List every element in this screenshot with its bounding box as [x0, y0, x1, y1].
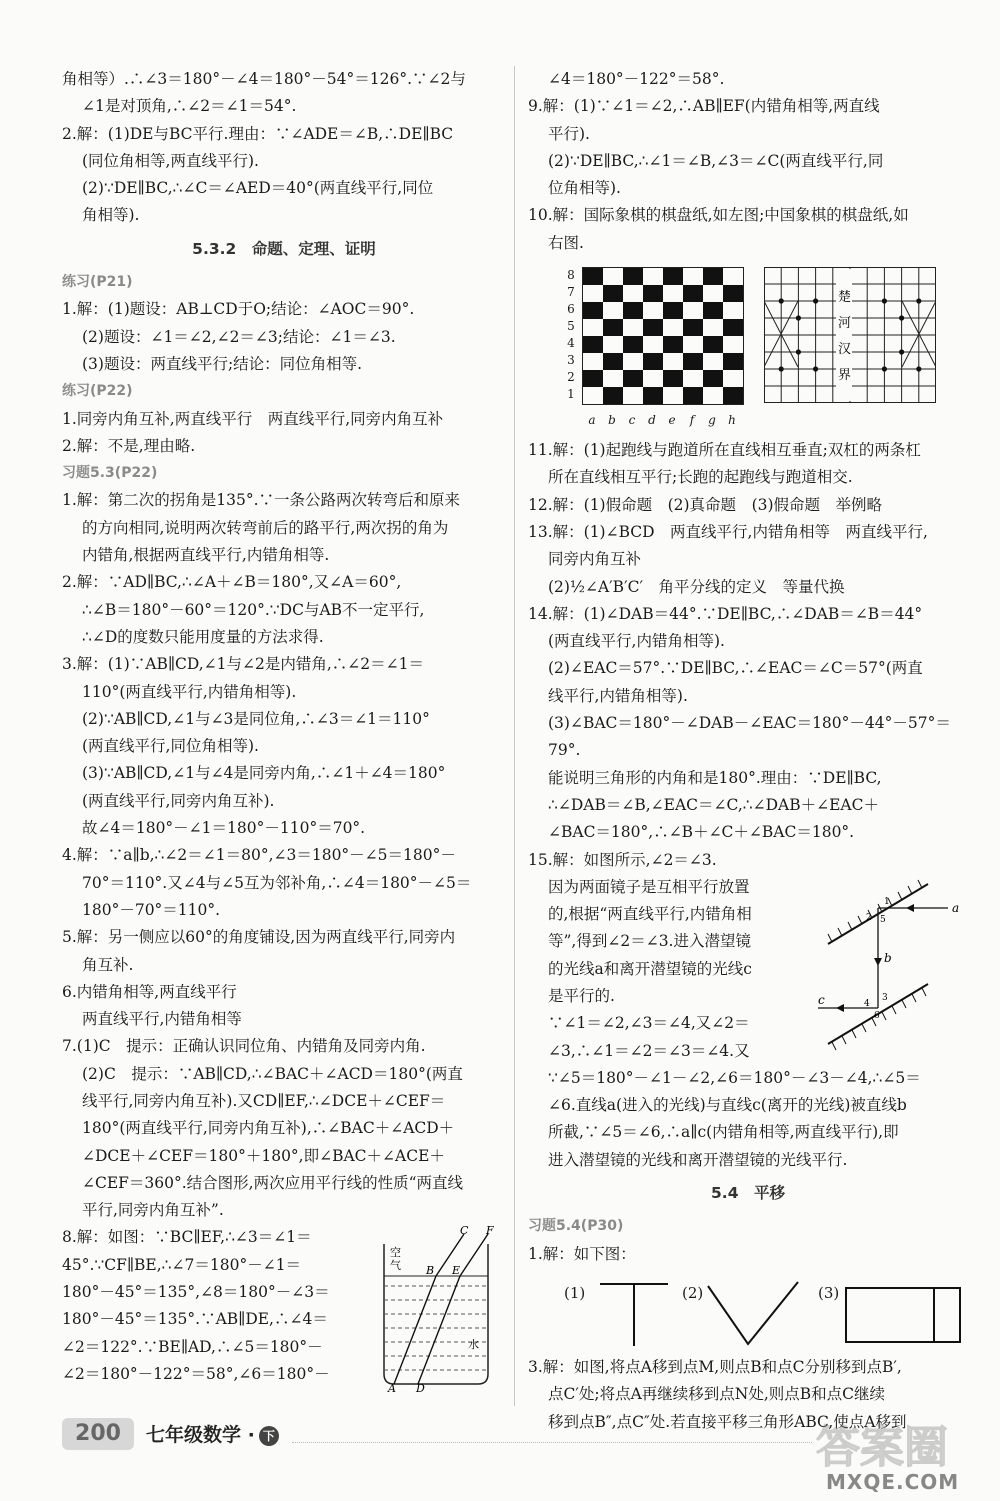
q8-text-line: 180°－45°＝135°,∠8＝180°－∠3＝: [62, 1283, 330, 1302]
chess-square: [623, 268, 643, 285]
beaker-figure: [376, 1224, 506, 1392]
rank-label: 8: [567, 268, 575, 283]
volume-badge: 下: [259, 1426, 279, 1446]
file-label: b: [608, 413, 616, 428]
fig8-label-f: F: [486, 1224, 494, 1238]
left-text-line: 平行,同旁内角互补”.: [82, 1201, 224, 1220]
rank-label: 6: [567, 302, 575, 317]
left-text-line: 练习(P21): [62, 274, 133, 291]
chess-square: [663, 370, 683, 387]
file-label: a: [588, 413, 596, 428]
xq-dot: [882, 298, 887, 303]
fig8-label-c: C: [460, 1224, 469, 1238]
river-char-3: 汉: [838, 342, 852, 358]
left-text-line: 习题5.3(P22): [62, 465, 158, 482]
xq-dot: [779, 366, 784, 371]
left-text-line: 6.内错角相等,两直线平行: [62, 982, 237, 1001]
fig8-label-a: A: [388, 1382, 396, 1393]
watermark-logo-text: 答案圈: [816, 1422, 948, 1473]
chess-square: [643, 285, 663, 302]
right-text-line: ∠4＝180°－122°＝58°.: [548, 70, 725, 88]
chess-square: [723, 353, 743, 370]
right-text-line: 1.解：如下图：: [528, 1244, 636, 1263]
right-text-line: (3)∠BAC＝180°－∠DAB－∠EAC＝180°－44°－57°＝79°.: [548, 714, 951, 760]
left-text-line: 角互补.: [82, 955, 134, 974]
left-text-line: (3)题设：两直线平行;结论：同位角相等.: [82, 354, 363, 373]
rank-label: 1: [567, 387, 575, 402]
chess-square: [623, 302, 643, 319]
right-text-line: 所在直线相互平行;长跑的起跑线与跑道相交.: [548, 468, 853, 487]
book-title-text: 七年级数学 ·: [146, 1424, 255, 1446]
periscope-angle-4: 4: [864, 998, 870, 1009]
periscope-angle-3: 3: [882, 992, 888, 1003]
q8-block: [62, 1224, 506, 1392]
right-text-line: 3.解：如图,将点A移到点M,则点B和点C分别移到点B′,: [528, 1357, 902, 1376]
right-text-line: ∠6.直线a(进入的光线)与直线c(离开的光线)被直线b: [548, 1096, 907, 1115]
chess-square: [603, 319, 623, 336]
chess-square: [663, 268, 683, 285]
right-column: [528, 66, 968, 1436]
fig8-label-b: B: [426, 1264, 435, 1278]
periscope-angle-5: 5: [880, 914, 886, 925]
chess-boards: [564, 263, 968, 433]
chess-square: [663, 302, 683, 319]
left-text-line: 110°(两直线平行,内错角相等).: [82, 682, 297, 701]
right-text-line: (2)∠EAC＝57°.∵DE∥BC,∴∠EAC＝∠C＝57°(两直: [548, 659, 923, 678]
file-label: f: [689, 413, 695, 428]
chess-square: [683, 387, 703, 404]
xq-dot: [813, 366, 818, 371]
left-text-line: 角相等).: [82, 206, 140, 225]
right-text-line: 11.解：(1)起跑线与跑道所在直线相互垂直;双杠的两条杠: [528, 441, 921, 460]
q8-text-line: 180°－45°＝135°.∵AB∥DE,∴∠4＝: [62, 1310, 328, 1329]
right-text-line: 同旁内角互补: [548, 550, 642, 569]
chess-square: [683, 285, 703, 302]
left-text-line: (3)∵AB∥CD,∠1与∠4是同旁内角,∴∠1＋∠4＝180°: [82, 764, 446, 783]
book-title: [146, 1420, 279, 1447]
q8-text-line: 45°.∵CF∥BE,∴∠7＝180°－∠1＝: [62, 1255, 302, 1274]
left-text-line: 角相等）.∴∠3＝180°－∠4＝180°－54°＝126°.∵∠2与: [62, 70, 466, 88]
left-text-line: (2)题设：∠1＝∠2,∠2＝∠3;结论：∠1＝∠3.: [82, 327, 396, 346]
file-label: e: [668, 413, 676, 428]
left-text-line: 线平行,同旁内角互补).又CD∥EF,∴∠DCE＋∠CEF＝: [82, 1091, 446, 1110]
left-text-line: 的方向相同,说明两次转弯前后的路平行,两次拐的角为: [82, 518, 449, 537]
chess-square: [683, 353, 703, 370]
q15-block: [528, 874, 968, 1065]
fig8-label-e: E: [452, 1264, 461, 1278]
xq-dot: [779, 298, 784, 303]
periscope-angle-2: 2: [866, 912, 872, 923]
periscope-angle-6: 6: [874, 1010, 880, 1021]
chess-square: [643, 353, 663, 370]
shape-label-1: (1): [564, 1283, 586, 1302]
right-text-line: 13.解：(1)∠BCD 两直线平行,内错角相等 两直线平行,: [528, 522, 928, 541]
left-text-line: 1.解：第二次的拐角是135°.∵一条公路两次转弯后和原来: [62, 491, 461, 510]
chess-square: [583, 268, 603, 285]
left-text-line: 180°－70°＝110°.: [82, 900, 221, 919]
rank-label: 7: [567, 285, 575, 300]
chess-square: [583, 302, 603, 319]
page-number: 200: [62, 1418, 134, 1450]
right-text-line: 14.解：(1)∠DAB＝44°.∵DE∥BC,∴∠DAB＝∠B＝44°: [528, 604, 923, 623]
left-text-line: ∴∠D的度数只能用度量的方法求得.: [82, 627, 324, 646]
chess-square: [723, 285, 743, 302]
right-text-line: 所截,∵∠5＝∠6,∴a∥c(内错角相等,两直线平行),即: [548, 1123, 899, 1142]
left-text-line: (2)∵DE∥BC,∴∠C＝∠AED＝40°(两直线平行,同位: [82, 179, 434, 198]
chess-square: [643, 387, 663, 404]
file-label: h: [728, 413, 736, 428]
left-text-line: (2)∵AB∥CD,∠1与∠3是同位角,∴∠3＝∠1＝110°: [82, 709, 430, 728]
right-text-line: 10.解：国际象棋的棋盘纸,如左图;中国象棋的棋盘纸,如: [528, 206, 909, 225]
footer-rule: [292, 1442, 812, 1443]
left-text-line: 4.解：∵a∥b,∴∠2＝∠1＝80°,∠3＝180°－∠5＝180°－: [62, 846, 456, 865]
chess-square: [603, 353, 623, 370]
q15-text-line: ∠3,∴∠1＝∠2＝∠3＝∠4.又: [548, 1041, 750, 1060]
xq-dot: [899, 315, 904, 320]
left-text-line: 3.解：(1)∵AB∥CD,∠1与∠2是内错角,∴∠2＝∠1＝: [62, 655, 424, 674]
left-text-line: (两直线平行,同位角相等).: [82, 737, 259, 756]
fig8-label-air2: 气: [390, 1259, 401, 1273]
xq-dot: [796, 315, 801, 320]
shape-drawings: [528, 1272, 968, 1350]
left-text-line: 70°＝110°.又∠4与∠5互为邻补角,∴∠4＝180°－∠5＝: [82, 873, 472, 892]
chess-square: [663, 336, 683, 353]
q15-text-line: 的,根据“两直线平行,内错角相: [548, 905, 752, 924]
left-text-line: 内错角,根据两直线平行,内错角相等.: [82, 546, 330, 565]
fig8-label-d: D: [416, 1382, 425, 1393]
left-text-line: 5.解：另一侧应以60°的角度铺设,因为两直线平行,同旁内: [62, 928, 456, 947]
rank-label: 5: [567, 319, 575, 334]
left-column: [62, 66, 506, 1392]
right-text-line: 线平行,内错角相等).: [548, 686, 688, 705]
left-text-line: (两直线平行,同旁内角互补).: [82, 791, 275, 810]
left-text-line: 故∠4＝180°－∠1＝180°－110°＝70°.: [82, 819, 366, 838]
right-text-line: 平行).: [548, 124, 590, 143]
left-text-line: 180°(两直线平行,同旁内角互补),∴∠BAC＋∠ACD＋: [82, 1119, 455, 1138]
right-text-line: 12.解：(1)假命题 (2)真命题 (3)假命题 举例略: [528, 495, 883, 514]
left-text-line: ∠CEF＝360°.结合图形,两次应用平行线的性质“两直线: [82, 1173, 464, 1192]
chess-square: [723, 387, 743, 404]
left-text-line: (2)C 提示：∵AB∥CD,∴∠BAC＋∠ACD＝180°(两直: [82, 1064, 463, 1083]
right-text-line: 移到点B″,点C″处.若直接平移三角形ABC,使点A移到: [548, 1412, 907, 1431]
q8-text-line: ∠2＝180°－122°＝58°,∠6＝180°－: [62, 1364, 330, 1383]
q15-text-line: ∵∠1＝∠2,∠3＝∠4,又∠2＝: [548, 1014, 750, 1033]
xq-dot: [796, 349, 801, 354]
chess-square: [683, 319, 703, 336]
xq-dot: [899, 349, 904, 354]
left-text-line: (同位角相等,两直线平行).: [82, 151, 259, 170]
fig8-label-air1: 空: [390, 1246, 401, 1260]
right-text-line: (2)½∠A′B′C′ 角平分线的定义 等量代换: [548, 577, 845, 596]
q15-text-line: 等”,得到∠2＝∠3.进入潜望镜: [548, 932, 751, 951]
right-text-line: (2)∵DE∥BC,∴∠1＝∠B,∠3＝∠C(两直线平行,同: [548, 151, 884, 170]
right-text-line: 位角相等).: [548, 179, 621, 198]
periscope-ray-a: a: [952, 900, 960, 915]
q8-text-line: ∠2＝122°.∵BE∥AD,∴∠5＝180°－: [62, 1337, 323, 1356]
right-text-line: 进入潜望镜的光线和离开潜望镜的光线平行.: [548, 1150, 848, 1169]
xq-dot: [882, 366, 887, 371]
xq-dot: [916, 298, 921, 303]
file-label: g: [708, 413, 716, 428]
left-text-line: 2.解：∵AD∥BC,∴∠A＋∠B＝180°,又∠A＝60°,: [62, 573, 402, 592]
xiangqi-board: [764, 267, 936, 403]
right-text-line: ∴∠DAB＝∠B,∠EAC＝∠C,∴∠DAB＋∠EAC＋: [548, 795, 879, 814]
q8-text-line: 8.解：如图：∵BC∥EF,∴∠3＝∠1＝: [62, 1228, 312, 1247]
right-text-line: 能说明三角形的内角和是180°.理由：∵DE∥BC,: [548, 768, 882, 787]
chess-square: [623, 370, 643, 387]
file-label: c: [628, 413, 636, 428]
periscope-figure: [818, 874, 968, 1064]
shape-label-3: (3): [818, 1283, 840, 1302]
chess-square: [703, 302, 723, 319]
q15-text-line: 的光线a和离开潜望镜的光线c: [548, 959, 752, 978]
left-text-line: 1.解：(1)题设：AB⊥CD于O;结论：∠AOC＝90°.: [62, 300, 415, 319]
left-text-line: 2.解：不是,理由略.: [62, 436, 196, 455]
periscope-ray-c: c: [818, 992, 825, 1007]
chess-square: [623, 336, 643, 353]
left-text-line: 练习(P22): [62, 383, 133, 400]
river-char-4: 界: [838, 368, 852, 384]
chess-square: [703, 336, 723, 353]
left-text-line: 5.3.2 命题、定理、证明: [192, 239, 376, 258]
left-text-line: ∴∠B＝180°－60°＝120°.∵DC与AB不一定平行,: [82, 600, 425, 619]
river-char-1: 楚: [838, 290, 852, 306]
river-char-2: 河: [838, 316, 852, 332]
rank-label: 2: [567, 370, 575, 385]
international-chessboard: [582, 267, 744, 405]
right-text-line: ∵∠5＝180°－∠1－∠2,∠6＝180°－∠3－∠4,∴∠5＝: [548, 1068, 921, 1087]
chess-square: [603, 285, 623, 302]
shape-label-2: (2): [682, 1283, 704, 1302]
chess-square: [603, 387, 623, 404]
left-text-line: 7.(1)C 提示：正确认识同位角、内错角及同旁内角.: [62, 1037, 426, 1056]
file-label: d: [648, 413, 656, 428]
left-text-line: ∠1是对顶角,∴∠2＝∠1＝54°.: [82, 97, 297, 116]
fig8-label-water: 水: [468, 1338, 479, 1352]
periscope-angle-1: 1: [884, 896, 890, 907]
right-text-line: 15.解：如图所示,∠2＝∠3.: [528, 850, 717, 869]
chess-square: [643, 319, 663, 336]
periscope-ray-b: b: [884, 950, 892, 965]
right-text-line: 习题5.4(P30): [528, 1218, 624, 1235]
right-text-line: (两直线平行,内错角相等).: [548, 632, 725, 651]
right-text-line: 9.解：(1)∵∠1＝∠2,∴AB∥EF(内错角相等,两直线: [528, 97, 880, 116]
right-text-line: 点C′处;将点A再继续移到点N处,则点B和点C继续: [548, 1385, 886, 1404]
q15-text-line: 是平行的.: [548, 987, 615, 1006]
left-text-line: 1.同旁内角互补,两直线平行 两直线平行,同旁内角互补: [62, 409, 444, 428]
watermark-url: MXQE.COM: [826, 1470, 960, 1494]
xq-dot: [813, 298, 818, 303]
left-text-line: ∠DCE＋∠CEF＝180°＋180°,即∠BAC＋∠ACE＋: [82, 1146, 445, 1165]
column-divider: [514, 66, 515, 1406]
right-text-line: 右图.: [548, 233, 584, 252]
left-text-line: 2.解：(1)DE与BC平行.理由：∵∠ADE＝∠B,∴DE∥BC: [62, 124, 454, 143]
left-text-line: 两直线平行,内错角相等: [82, 1010, 242, 1029]
chess-square: [583, 370, 603, 387]
q15-text-line: 因为两面镜子是互相平行放置: [548, 877, 750, 896]
translation-shapes: [528, 1272, 968, 1350]
right-text-line: ∠BAC＝180°,∴∠B＋∠C＋∠BAC＝180°.: [548, 823, 855, 842]
chess-square: [583, 336, 603, 353]
rank-label: 3: [567, 353, 575, 368]
xq-dot: [916, 366, 921, 371]
rank-label: 4: [567, 336, 575, 351]
right-text-line: 5.4 平移: [711, 1184, 785, 1203]
chess-square: [703, 268, 723, 285]
chess-square: [703, 370, 723, 387]
chess-square: [723, 319, 743, 336]
